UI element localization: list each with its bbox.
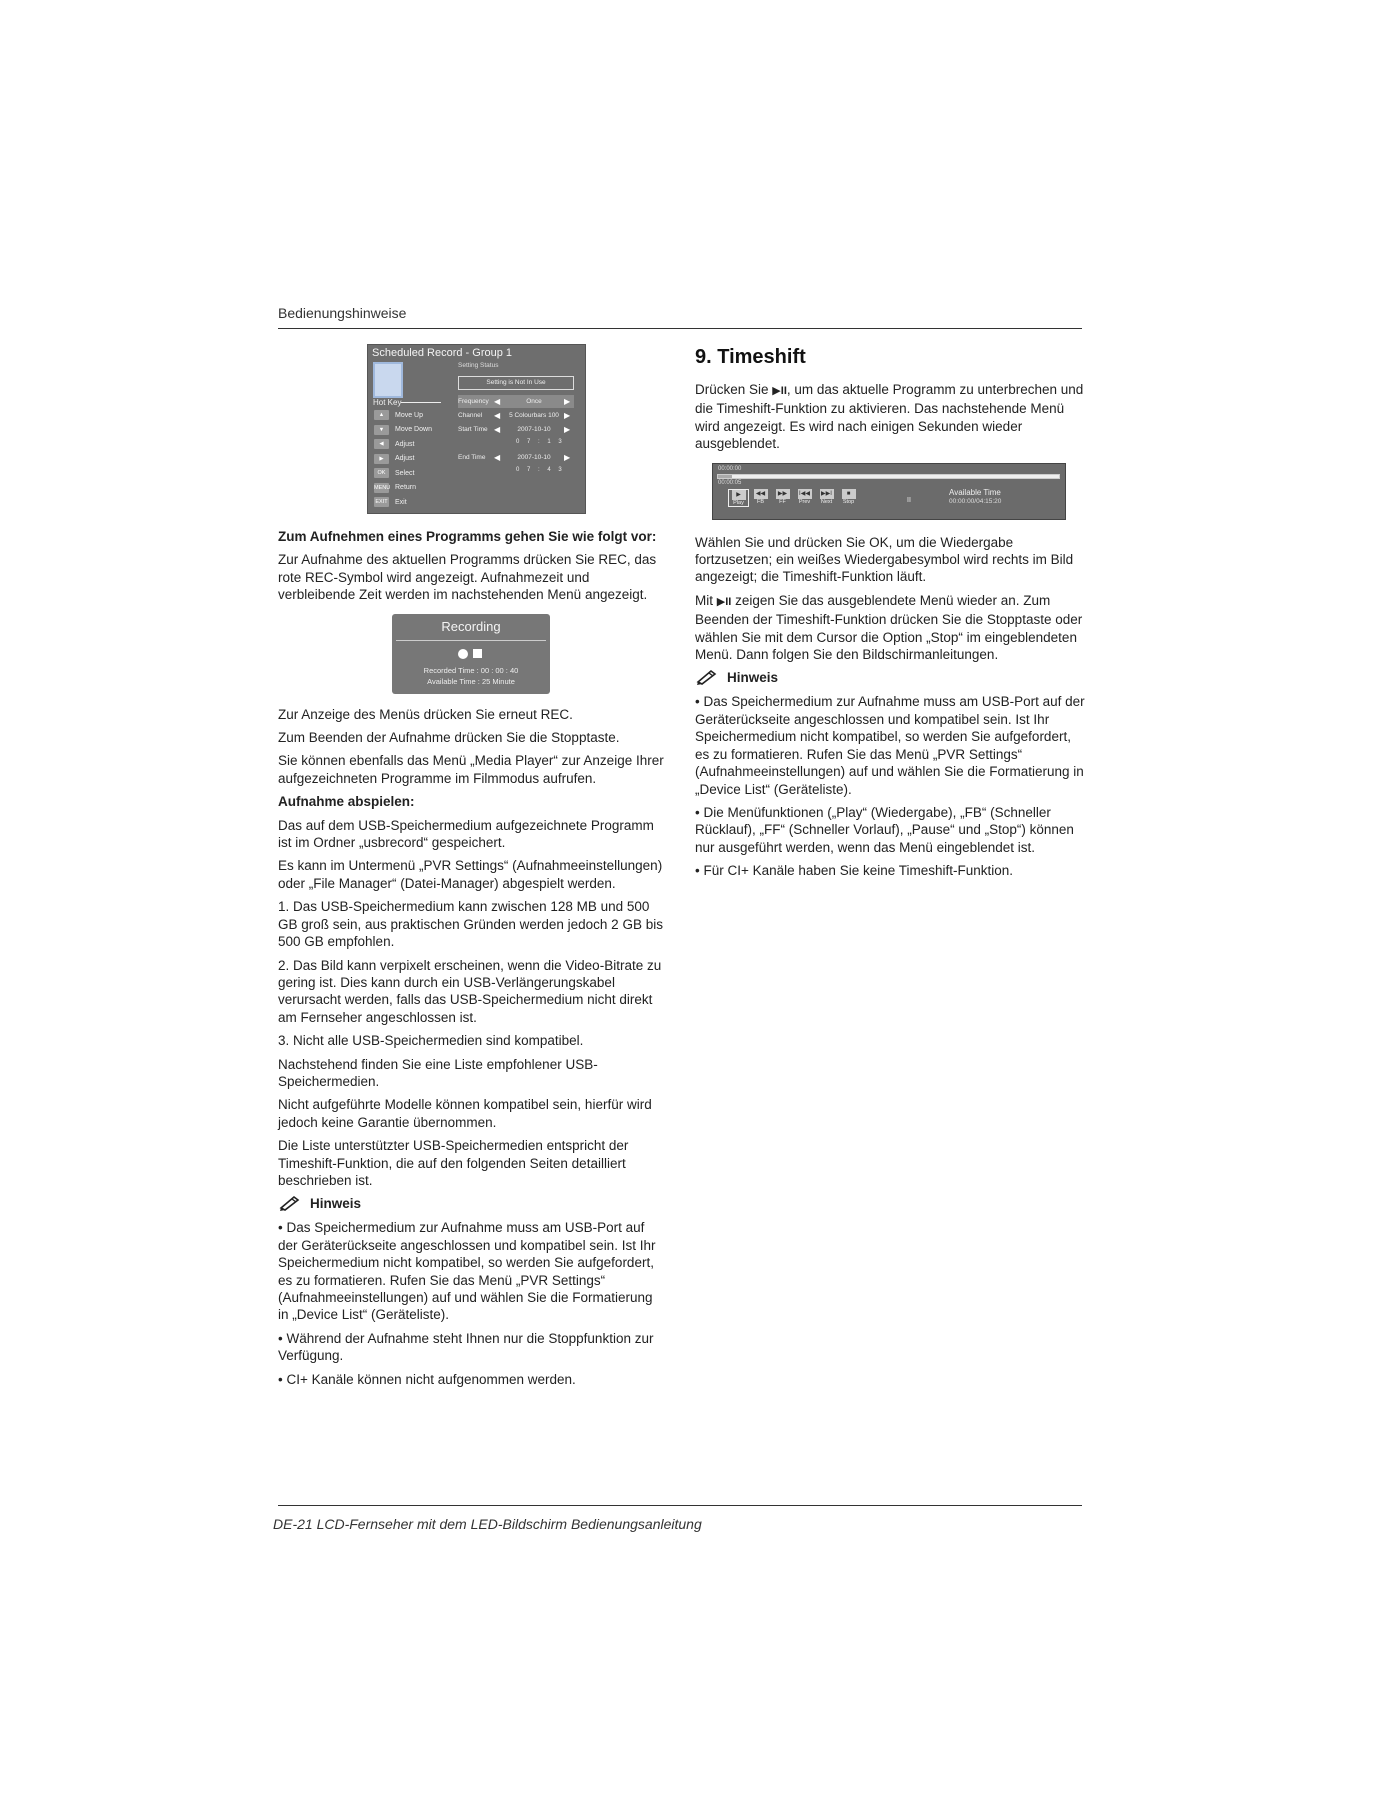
hot-key-item <box>374 495 432 510</box>
paragraph <box>695 592 1085 664</box>
paragraph: Zur Aufnahme des aktuellen Programms drücken Sie REC, das rote REC-Symbol wird angezeigt. Aufnahmezeit und verbleibende Zeit werden im nachstehenden Menü angezeigt. <box>278 552 657 603</box>
previous-button[interactable] <box>794 489 815 507</box>
hot-key-label-text: Move Down <box>395 426 432 434</box>
setting-status-label: Setting Status <box>458 362 499 369</box>
section-header: Bedienungshinweise <box>278 305 407 321</box>
timeshift-bar <box>712 463 1066 520</box>
left-arrow-icon: ◀ <box>494 411 501 420</box>
fast-forward-button[interactable] <box>772 489 793 507</box>
paragraph: Zur Anzeige des Menüs drücken Sie erneut REC. <box>278 706 573 722</box>
stop-button[interactable] <box>838 489 859 507</box>
right-arrow-icon: ▶ <box>564 425 571 434</box>
row-value: 5 Colourbars 100 <box>509 412 559 419</box>
note-item: • Das Speichermedium zur Aufnahme muss am USB-Port auf der Geräterückseite angeschlossen und kompatibel sein. Ist Ihr Speichermedium nicht kompatibel, so werden Sie aufgefordert, es zu formatieren. Rufen Sie das Menü „PVR Settings“ (Aufnahmeeinstellungen) auf und wählen Sie die Formatierung in „Device List“ (Geräteliste). <box>695 694 1085 797</box>
start-time-row <box>458 423 574 436</box>
text-run: Drücken Sie <box>695 382 773 397</box>
note-item: • Die Menüfunktionen („Play“ (Wiedergabe), „FB“ (Schneller Rücklauf), „FF“ (Schneller Vorlauf), „Pause“ und „Stop“) können nur ausgeführt werden, wenn das Menü eingeblendet ist. <box>695 804 1074 855</box>
down-arrow-icon: ▼ <box>374 425 389 435</box>
paragraph: Zum Beenden der Aufnahme drücken Sie die Stopptaste. <box>278 730 620 746</box>
left-arrow-icon: ◀ <box>494 425 501 434</box>
timeshift-buttons <box>728 489 860 507</box>
fast-backward-icon: ◀◀ <box>754 489 768 499</box>
button-label: Next <box>820 498 833 505</box>
row-value: Once <box>526 398 542 405</box>
paragraph: Die Liste unterstützter USB-Speichermedien entspricht der Timeshift-Funktion, die auf den folgenden Seiten detailliert beschrieben ist. <box>278 1138 629 1188</box>
play-pause-icon: ▶II <box>772 385 787 397</box>
row-label: Start Time <box>458 426 488 433</box>
timeshift-progress-fill <box>718 475 732 478</box>
paragraph: Das auf dem USB-Speichermedium aufgezeichnete Programm ist im Ordner „usbrecord“ gespeichert. <box>278 817 654 851</box>
pencil-icon <box>278 1195 302 1211</box>
previous-icon: I◀◀ <box>799 490 810 497</box>
hot-key-label-text: Exit <box>395 498 407 506</box>
button-label: FB <box>756 498 765 505</box>
row-label: Frequency <box>458 398 489 405</box>
preview-thumbnail <box>373 362 403 398</box>
right-arrow-icon: ▶ <box>564 453 571 462</box>
text-run: , um das aktuelle Programm zu unterbrechen und die Timeshift-Funktion zu aktivieren. Das nachstehende Menü wird angezeigt. Es wird nach einigen Sekunden wieder ausgeblendet. <box>695 382 1084 452</box>
hot-key-label-text: Select <box>395 469 415 477</box>
paragraph: 3. Nicht alle USB-Speichermedien sind kompatibel. <box>278 1033 584 1049</box>
record-intro-heading: Zum Aufnehmen eines Programms gehen Sie wie folgt vor: <box>278 529 657 544</box>
hot-key-item <box>374 481 432 496</box>
row-value: 2007-10-10 <box>517 426 551 433</box>
status-value: Setting is Not In Use <box>458 376 574 390</box>
available-time: Available Time : 25 Minute <box>427 676 515 686</box>
available-time-value: 00:00:00/04:15:20 <box>949 497 1002 505</box>
stop-icon: ■ <box>842 489 856 499</box>
hot-key-label-text: Return <box>395 484 417 492</box>
text-run: zeigen Sie das ausgeblendete Menü wieder an. Zum Beenden der Timeshift-Funktion drücken Sie die Stopptaste oder wählen Sie mit dem Cursor die Option „Stop“ im eingeblendeten Menü. Dann folgen Sie den Bildschirmanleitungen. <box>695 592 1083 663</box>
next-icon: ▶▶I <box>821 490 832 497</box>
note-item: • Das Speichermedium zur Aufnahme muss am USB-Port auf der Geräterückseite angeschlossen und kompatibel sein. Ist Ihr Speichermedium nicht kompatibel, so werden Sie aufgefordert, es zu formatieren. Rufen Sie das Menü „PVR Settings“ (Aufnahmeeinstellungen) auf und wählen Sie die Formatierung in „Device List“ (Geräteliste). <box>278 1220 656 1323</box>
hot-key-item <box>374 452 432 467</box>
play-icon: ▶ <box>732 490 746 500</box>
screen-title: Scheduled Record - Group 1 <box>372 347 513 359</box>
start-clock: 0 7 : 1 3 <box>516 439 565 445</box>
end-time-row <box>458 451 574 464</box>
paragraph: Sie können ebenfalls das Menü „Media Player“ zur Anzeige Ihrer aufgezeichneten Programme im Filmmodus aufrufen. <box>278 753 664 786</box>
left-arrow-icon: ◀ <box>374 439 389 449</box>
hot-key-item <box>374 408 432 423</box>
recording-title: Recording <box>441 618 501 634</box>
pause-icon: II <box>907 496 911 504</box>
note-heading <box>278 1195 664 1211</box>
available-time-label: Available Time <box>949 487 1001 497</box>
right-arrow-icon: ▶ <box>564 411 571 420</box>
button-label: Play <box>733 499 744 506</box>
note-heading <box>695 669 1085 685</box>
recording-divider <box>396 640 546 641</box>
footer-rule <box>278 1505 1082 1506</box>
page-footer: DE-21 LCD-Fernseher mit dem LED-Bildschirm Bedienungsanleitung <box>273 1516 702 1532</box>
fast-backward-button[interactable] <box>750 489 771 507</box>
recorded-time: Recorded Time : 00 : 00 : 40 <box>423 665 519 675</box>
playback-heading: Aufnahme abspielen: <box>278 794 415 810</box>
hot-key-list <box>374 408 432 510</box>
end-clock: 0 7 : 4 3 <box>516 467 565 473</box>
scheduled-record-screen <box>367 344 586 514</box>
timeshift-heading: 9. Timeshift <box>695 346 806 368</box>
row-label: Channel <box>458 412 483 419</box>
record-dot-icon <box>458 649 468 659</box>
right-column <box>695 344 1085 886</box>
fast-forward-icon: ▶▶ <box>776 489 790 499</box>
button-label: Prev <box>798 498 811 505</box>
timeshift-current-time: 00:00:05 <box>718 479 742 486</box>
text-run: Mit <box>695 592 717 608</box>
menu-key-icon: MENU <box>374 484 391 491</box>
timeshift-start-time: 00:00:00 <box>718 465 742 472</box>
left-arrow-icon: ◀ <box>494 397 501 406</box>
paragraph: 1. Das USB-Speichermedium kann zwischen 128 MB und 500 GB groß sein, aus praktischen Gründen werden jedoch 2 GB bis 500 GB empfohlen. <box>278 899 663 950</box>
channel-row <box>458 409 574 422</box>
hot-key-label-text: Move Up <box>395 411 424 419</box>
frequency-row <box>458 395 574 408</box>
play-button[interactable] <box>728 489 749 507</box>
note-item: • CI+ Kanäle können nicht aufgenommen werden. <box>278 1371 576 1387</box>
paragraph: Nicht aufgeführte Modelle können kompatibel sein, hierfür wird jedoch keine Garantie übernommen. <box>278 1097 652 1130</box>
note-label: Hinweis <box>310 1195 362 1211</box>
paragraph: Nachstehend finden Sie eine Liste empfohlener USB-Speichermedien. <box>278 1056 598 1089</box>
paragraph: Es kann im Untermenü „PVR Settings“ (Aufnahmeeinstellungen) oder „File Manager“ (Datei-Manager) abgespielt werden. <box>278 858 663 891</box>
note-label: Hinweis <box>727 669 779 685</box>
note-item: • Für CI+ Kanäle haben Sie keine Timeshift-Funktion. <box>695 863 1014 879</box>
recording-panel <box>392 614 550 694</box>
left-column <box>278 344 664 1394</box>
hot-key-label-text: Adjust <box>395 455 415 463</box>
stop-square-icon <box>473 649 482 658</box>
hot-key-item <box>374 466 432 481</box>
right-arrow-icon: ▶ <box>374 454 389 464</box>
paragraph <box>695 381 1085 453</box>
left-arrow-icon: ◀ <box>494 453 501 462</box>
ok-key-icon: OK <box>374 468 389 478</box>
paragraph: 2. Das Bild kann verpixelt erscheinen, wenn die Video-Bitrate zu gering ist. Dies kann durch ein USB-Verlängerungskabel verursacht werden, falls das USB-Speichermedium nicht direkt am Fernseher angeschlossen ist. <box>278 957 662 1025</box>
next-button[interactable] <box>816 489 837 507</box>
hot-key-divider <box>401 402 441 403</box>
up-arrow-icon: ▲ <box>374 410 389 420</box>
paragraph: Wählen Sie und drücken Sie OK, um die Wiedergabe fortzusetzen; ein weißes Wiedergabesymbol wird rechts im Bild angezeigt; die Timeshift-Funktion läuft. <box>695 534 1074 585</box>
play-pause-icon: ▶II <box>716 595 732 608</box>
hot-key-item <box>374 437 432 452</box>
timeshift-progress-bar <box>717 474 1060 479</box>
right-arrow-icon: ▶ <box>564 397 571 406</box>
row-label: End Time <box>458 454 486 461</box>
hot-key-item <box>374 423 432 438</box>
note-item: • Während der Aufnahme steht Ihnen nur die Stoppfunktion zur Verfügung. <box>278 1330 654 1364</box>
row-value: 2007-10-10 <box>517 454 551 461</box>
header-rule <box>278 328 1082 329</box>
button-label: FF <box>779 498 786 505</box>
hot-key-label-text: Adjust <box>395 440 415 448</box>
exit-key-icon: EXIT <box>375 499 388 506</box>
pencil-icon <box>695 669 719 685</box>
hot-key-label: Hot Key <box>373 398 402 407</box>
button-label: Stop <box>842 498 855 505</box>
